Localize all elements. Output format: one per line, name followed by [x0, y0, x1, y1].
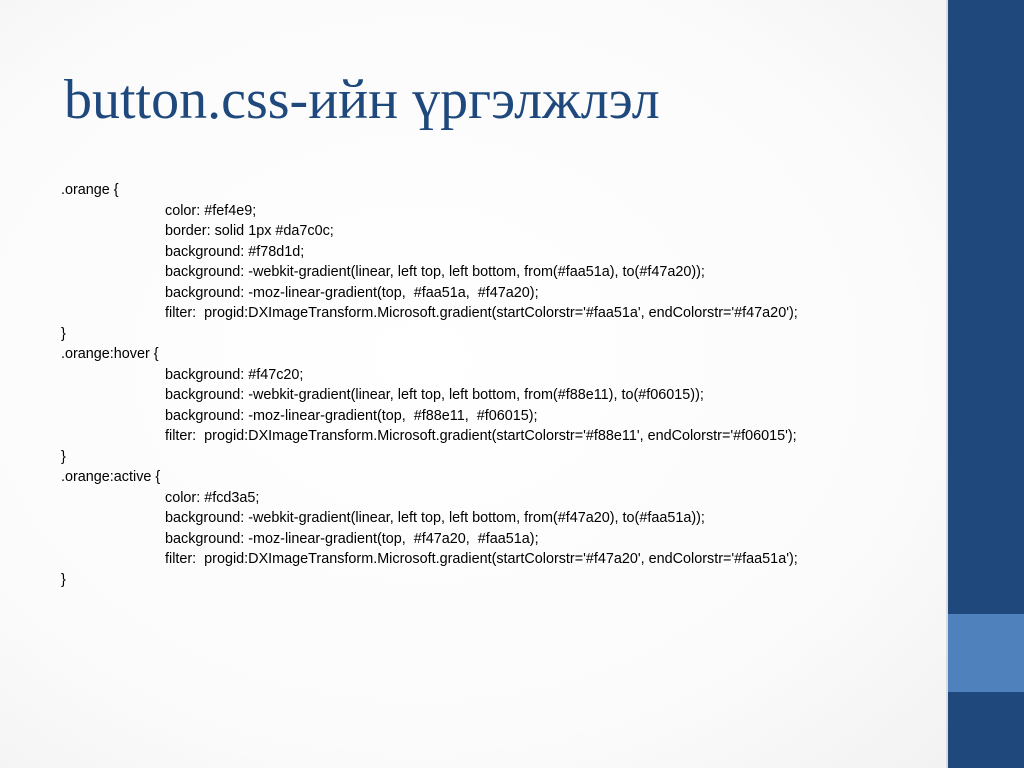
code-line-hover-close: } [61, 448, 66, 465]
code-line-active-open: .orange:active { [61, 469, 161, 485]
code-line-hover-webkit-gradient: background: -webkit-gradient(linear, left top, left bottom, from(#f88e11), to(#f06015)); [165, 387, 704, 403]
code-line-active-close: } [61, 571, 66, 588]
code-line-active-moz-gradient: background: -moz-linear-gradient(top, #f47a20, #faa51a); [165, 530, 539, 547]
code-line-moz-gradient: background: -moz-linear-gradient(top, #faa51a, #f47a20); [165, 284, 539, 301]
code-line-hover-open: .orange:hover { [61, 346, 159, 362]
code-line-webkit-gradient: background: -webkit-gradient(linear, left top, left bottom, from(#faa51a), to(#f47a20)); [165, 264, 705, 280]
code-line-hover-ie-filter: filter: progid:DXImageTransform.Microsoft.gradient(startColorstr='#f88e11', endColorstr='#f06015'); [165, 428, 797, 444]
code-line-hover-background: background: #f47c20; [165, 366, 304, 383]
code-line-orange-open: .orange { [61, 182, 119, 198]
sidebar-accent-block [948, 614, 1024, 692]
code-line-ie-filter: filter: progid:DXImageTransform.Microsoft.gradient(startColorstr='#faa51a', endColorstr='#f47a20'); [165, 305, 798, 321]
css-code-block [61, 180, 941, 590]
code-line-color: color: #fef4e9; [165, 202, 257, 219]
code-line-close: } [61, 325, 66, 342]
code-line-background: background: #f78d1d; [165, 243, 305, 260]
code-line-hover-moz-gradient: background: -moz-linear-gradient(top, #f88e11, #f06015); [165, 407, 538, 424]
code-line-border: border: solid 1px #da7c0c; [165, 223, 334, 239]
code-line-active-webkit-gradient: background: -webkit-gradient(linear, left top, left bottom, from(#f47a20), to(#faa51a)); [165, 510, 705, 526]
code-line-active-color: color: #fcd3a5; [165, 489, 260, 506]
slide-title: button.css-ийн үргэлжлэл [64, 69, 660, 131]
code-line-active-ie-filter: filter: progid:DXImageTransform.Microsoft.gradient(startColorstr='#f47a20', endColorstr='#faa51a'); [165, 551, 798, 567]
